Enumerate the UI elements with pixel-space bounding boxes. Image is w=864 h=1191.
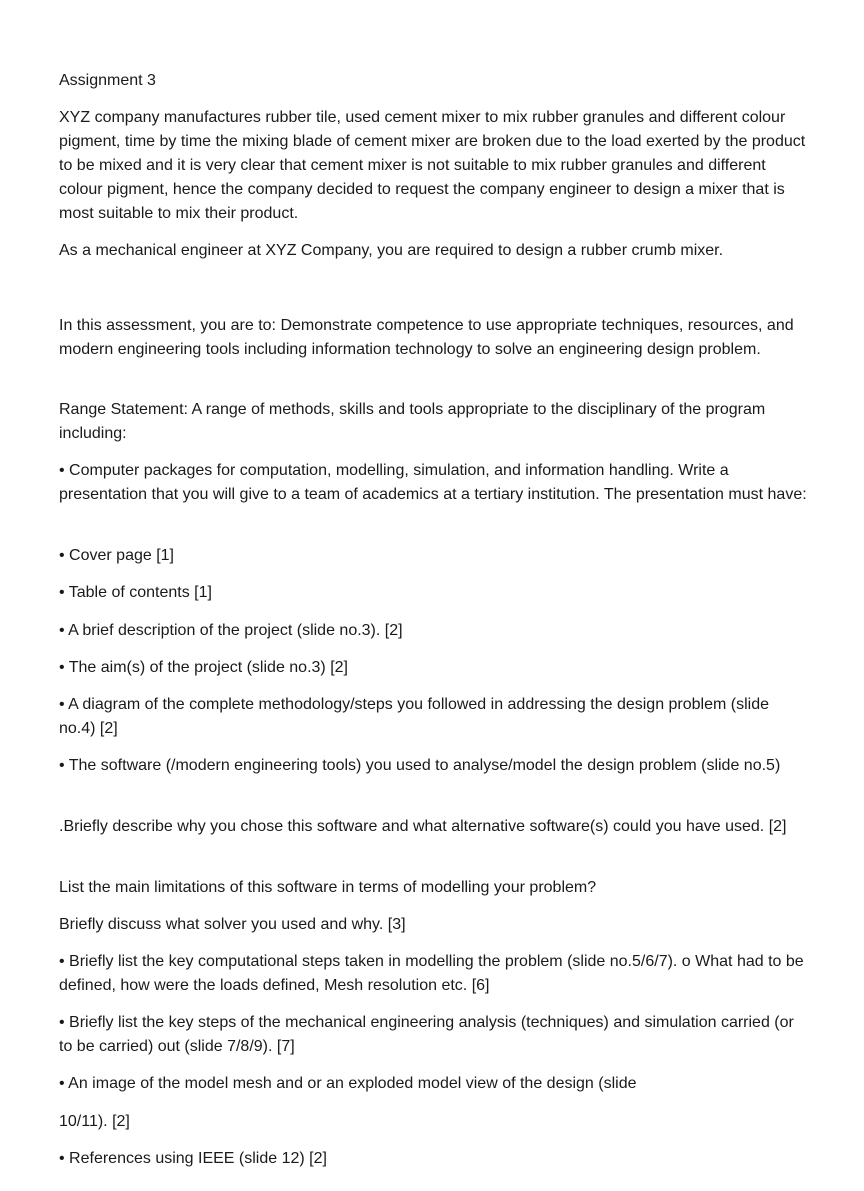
- paragraph-slide-reference: 10/11). [2]: [59, 1113, 130, 1130]
- bullet-computational-steps: • Briefly list the key computational steps taken in modelling the problem (slide no.5/6/7). o What had to be defined, how were the loads defined, Mesh resolution etc. [6]: [59, 953, 804, 994]
- paragraph-software-choice: .Briefly describe why you chose this software and what alternative software(s) could you have used. [2]: [59, 818, 787, 835]
- bullet-cover-page: • Cover page [1]: [59, 547, 174, 564]
- paragraph-solver: Briefly discuss what solver you used and why. [3]: [59, 916, 406, 933]
- paragraph-assessment-goal: In this assessment, you are to: Demonstrate competence to use appropriate techniques, resources, and modern engineering tools including information technology to solve an engineering design problem.: [59, 317, 794, 358]
- paragraph-range-statement: Range Statement: A range of methods, skills and tools appropriate to the disciplinary of the program including:: [59, 401, 766, 442]
- assignment-title: Assignment 3: [59, 72, 156, 89]
- bullet-table-of-contents: • Table of contents [1]: [59, 584, 212, 601]
- bullet-software: • The software (/modern engineering tools) you used to analyse/model the design problem (slide no.5): [59, 757, 781, 774]
- bullet-brief-description: • A brief description of the project (slide no.3). [2]: [59, 622, 403, 639]
- bullet-computer-packages: • Computer packages for computation, modelling, simulation, and information handling. Write a presentation that you will give to a team of academics at a tertiary institution. The presentation must have:: [59, 462, 807, 503]
- bullet-analysis-steps: • Briefly list the key steps of the mechanical engineering analysis (techniques) and simulation carried (or to be carried) out (slide 7/8/9). [7]: [59, 1014, 794, 1055]
- bullet-methodology-diagram: • A diagram of the complete methodology/steps you followed in addressing the design problem (slide no.4) [2]: [59, 696, 770, 737]
- paragraph-company-background: XYZ company manufactures rubber tile, used cement mixer to mix rubber granules and different colour pigment, time by time the mixing blade of cement mixer are broken due to the load exerted by the product to be mixed and it is very clear that cement mixer is not suitable to mix rubber granules and different colour pigment, hence the company decided to request the company engineer to design a mixer that is most suitable to mix their product.: [59, 109, 806, 222]
- bullet-aims: • The aim(s) of the project (slide no.3) [2]: [59, 659, 348, 676]
- bullet-model-mesh-image: • An image of the model mesh and or an exploded model view of the design (slide: [59, 1075, 637, 1092]
- bullet-references: • References using IEEE (slide 12) [2]: [59, 1150, 327, 1167]
- paragraph-task-statement: As a mechanical engineer at XYZ Company, you are required to design a rubber crumb mixer.: [59, 242, 724, 259]
- paragraph-software-limitations: List the main limitations of this software in terms of modelling your problem?: [59, 879, 597, 896]
